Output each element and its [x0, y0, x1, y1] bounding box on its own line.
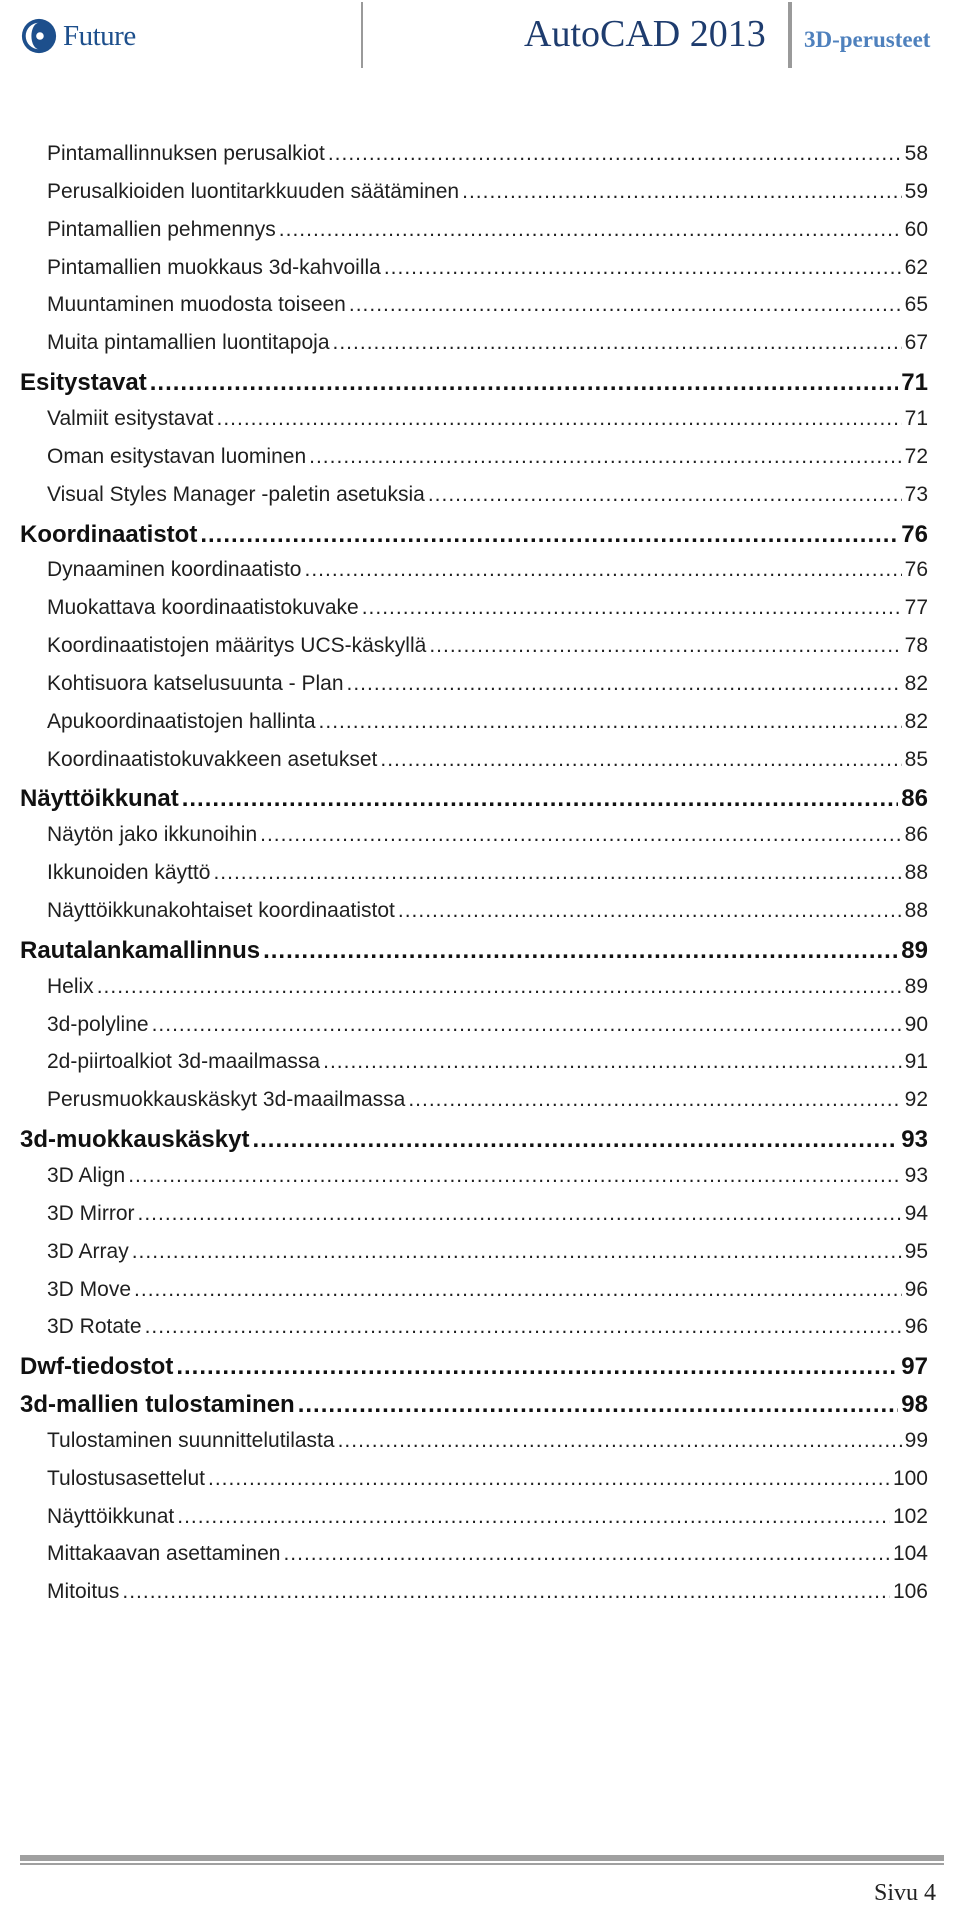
toc-dot-leader — [349, 293, 902, 317]
toc-chapter-entry[interactable] — [20, 521, 928, 549]
toc-entry-title: Koordinaatistojen määritys UCS-käskyllä — [47, 634, 427, 657]
toc-page-number: 90 — [904, 1013, 928, 1036]
toc-entry-title: Pintamallinnuksen perusalkiot — [47, 142, 325, 165]
toc-section-entry[interactable] — [47, 483, 928, 507]
toc-entry-title: 3D Rotate — [47, 1315, 142, 1338]
toc-section-entry[interactable] — [47, 596, 928, 620]
toc-section-entry[interactable] — [47, 445, 928, 469]
toc-entry-title: Visual Styles Manager -paletin asetuksia — [47, 483, 425, 506]
toc-dot-leader — [217, 407, 902, 431]
toc-dot-leader — [252, 1126, 898, 1154]
section-label: 3D-perusteet — [804, 27, 931, 52]
toc-page-number: 96 — [904, 1315, 928, 1338]
toc-section-entry[interactable] — [47, 180, 928, 204]
toc-section-entry[interactable] — [47, 1202, 928, 1226]
toc-entry-title: Ikkunoiden käyttö — [47, 861, 211, 884]
toc-entry-title: Esitystavat — [20, 369, 147, 396]
toc-dot-leader — [408, 1088, 901, 1112]
toc-section-entry[interactable] — [47, 899, 928, 923]
toc-chapter-entry[interactable] — [20, 1391, 928, 1419]
toc-entry-title: Kohtisuora katselusuunta - Plan — [47, 672, 344, 695]
toc-section-entry[interactable] — [47, 1580, 928, 1604]
toc-dot-leader — [260, 823, 902, 847]
toc-chapter-entry[interactable] — [20, 785, 928, 813]
toc-chapter-entry[interactable] — [20, 369, 928, 397]
toc-section-entry[interactable] — [47, 710, 928, 734]
toc-dot-leader — [177, 1505, 890, 1529]
toc-entry-title: 3D Array — [47, 1240, 129, 1263]
header-divider — [361, 2, 363, 68]
toc-page-number: 102 — [892, 1505, 928, 1528]
toc-entry-title: Perusmuokkauskäskyt 3d-maailmassa — [47, 1088, 406, 1111]
toc-dot-leader — [298, 1391, 899, 1419]
toc-page-number: 92 — [904, 1088, 928, 1111]
toc-section-entry[interactable] — [47, 1050, 928, 1074]
toc-section-entry[interactable] — [47, 218, 928, 242]
toc-section-entry[interactable] — [47, 1429, 928, 1453]
toc-dot-leader — [323, 1050, 902, 1074]
toc-entry-title: 3D Move — [47, 1278, 132, 1301]
footer-rule — [20, 1855, 944, 1861]
toc-page-number: 76 — [901, 521, 928, 548]
toc-page-number: 58 — [904, 142, 928, 165]
toc-page-number: 76 — [904, 558, 928, 581]
logo-text: Future — [63, 19, 136, 52]
toc-dot-leader — [134, 1278, 902, 1302]
toc-page-number: 98 — [901, 1391, 928, 1418]
toc-dot-leader — [176, 1353, 898, 1381]
toc-page-number: 93 — [901, 1126, 928, 1153]
toc-entry-title: Muita pintamallien luontitapoja — [47, 331, 330, 354]
toc-page-number: 78 — [904, 634, 928, 657]
toc-page-number: 62 — [904, 256, 928, 279]
toc-page-number: 73 — [904, 483, 928, 506]
toc-entry-title: Perusalkioiden luontitarkkuuden säätäminen — [47, 180, 460, 203]
toc-entry-title: 2d-piirtoalkiot 3d-maailmassa — [47, 1050, 321, 1073]
toc-chapter-entry[interactable] — [20, 1126, 928, 1154]
toc-dot-leader — [319, 710, 902, 734]
toc-page-number: 77 — [904, 596, 928, 619]
toc-entry-title: 3d-polyline — [47, 1013, 149, 1036]
toc-section-entry[interactable] — [47, 1505, 928, 1529]
toc-page-number: 95 — [904, 1240, 928, 1263]
toc-dot-leader — [304, 558, 901, 582]
toc-entry-title: Dwf-tiedostot — [20, 1353, 174, 1380]
toc-dot-leader — [380, 748, 901, 772]
toc-section-entry[interactable] — [47, 1240, 928, 1264]
toc-dot-leader — [347, 672, 902, 696]
toc-dot-leader — [150, 369, 899, 397]
toc-page-number: 86 — [904, 823, 928, 846]
toc-page-number: 72 — [904, 445, 928, 468]
toc-entry-title: 3D Mirror — [47, 1202, 135, 1225]
toc-dot-leader — [398, 899, 902, 923]
toc-page-number: 71 — [904, 407, 928, 430]
toc-entry-title: Näyttöikkunakohtaiset koordinaatistot — [47, 899, 395, 922]
toc-section-entry[interactable] — [47, 1467, 928, 1491]
toc-section-entry[interactable] — [47, 142, 928, 166]
toc-entry-title: Tulostaminen suunnittelutilasta — [47, 1429, 335, 1452]
toc-dot-leader — [428, 483, 902, 507]
toc-dot-leader — [279, 218, 902, 242]
toc-entry-title: 3d-muokkauskäskyt — [20, 1126, 250, 1153]
future-logo — [20, 16, 136, 56]
toc-section-entry[interactable] — [47, 672, 928, 696]
toc-section-entry[interactable] — [47, 293, 928, 317]
toc-dot-leader — [283, 1542, 889, 1566]
toc-section-entry[interactable] — [47, 558, 928, 582]
toc-section-entry[interactable] — [47, 256, 928, 280]
toc-entry-title: Tulostusasettelut — [47, 1467, 205, 1490]
toc-dot-leader — [213, 861, 901, 885]
toc-section-entry[interactable] — [47, 634, 928, 658]
toc-dot-leader — [333, 331, 902, 355]
future-logo-icon — [20, 17, 58, 55]
toc-entry-title: Valmiit esitystavat — [47, 407, 214, 430]
toc-page-number: 100 — [892, 1467, 928, 1490]
page-header — [0, 0, 960, 72]
toc-page-number: 91 — [904, 1050, 928, 1073]
toc-dot-leader — [328, 142, 902, 166]
toc-page-number: 97 — [901, 1353, 928, 1380]
toc-dot-leader — [132, 1240, 902, 1264]
toc-page-number: 89 — [904, 975, 928, 998]
toc-entry-title: Näyttöikkunat — [47, 1505, 175, 1528]
toc-dot-leader — [97, 975, 902, 999]
toc-dot-leader — [384, 256, 902, 280]
toc-page-number: 59 — [904, 180, 928, 203]
toc-entry-title: Näyttöikkunat — [20, 785, 179, 812]
toc-section-entry[interactable] — [47, 407, 928, 431]
toc-entry-title: Näytön jako ikkunoihin — [47, 823, 258, 846]
toc-page-number: 96 — [904, 1278, 928, 1301]
toc-section-entry[interactable] — [47, 861, 928, 885]
toc-page-number: 94 — [904, 1202, 928, 1225]
toc-section-entry[interactable] — [47, 1542, 928, 1566]
toc-page-number: 104 — [892, 1542, 928, 1565]
toc-dot-leader — [362, 596, 902, 620]
toc-page-number: 93 — [904, 1164, 928, 1187]
toc-dot-leader — [128, 1164, 901, 1188]
toc-page-number: 86 — [901, 785, 928, 812]
toc-page-number: 82 — [904, 672, 928, 695]
toc-page-number: 99 — [904, 1429, 928, 1452]
toc-dot-leader — [208, 1467, 890, 1491]
toc-entry-title: Koordinaatistokuvakkeen asetukset — [47, 748, 378, 771]
toc-entry-title: 3D Align — [47, 1164, 126, 1187]
toc-page-number: 71 — [901, 369, 928, 396]
toc-section-entry[interactable] — [47, 1164, 928, 1188]
footer-rule — [20, 1863, 944, 1865]
toc-page-number: 82 — [904, 710, 928, 733]
toc-section-entry[interactable] — [47, 748, 928, 772]
toc-dot-leader — [263, 937, 898, 965]
toc-page-number: 106 — [892, 1580, 928, 1603]
toc-entry-title: Helix — [47, 975, 94, 998]
toc-dot-leader — [429, 634, 901, 658]
toc-page-number: 88 — [904, 861, 928, 884]
toc-entry-title: Oman esitystavan luominen — [47, 445, 307, 468]
toc-section-entry[interactable] — [47, 975, 928, 999]
toc-entry-title: Apukoordinaatistojen hallinta — [47, 710, 316, 733]
toc-entry-title: Dynaaminen koordinaatisto — [47, 558, 302, 581]
toc-entry-title: Muokattava koordinaatistokuvake — [47, 596, 359, 619]
toc-dot-leader — [462, 180, 902, 204]
header-divider — [788, 2, 792, 68]
toc-page-number: 65 — [904, 293, 928, 316]
toc-dot-leader — [309, 445, 902, 469]
toc-dot-leader — [122, 1580, 890, 1604]
toc-page-number: 67 — [904, 331, 928, 354]
toc-dot-leader — [182, 785, 899, 813]
toc-entry-title: Mittakaavan asettaminen — [47, 1542, 281, 1565]
toc-section-entry[interactable] — [47, 331, 928, 355]
toc-chapter-entry[interactable] — [20, 1353, 928, 1381]
toc-dot-leader — [145, 1315, 902, 1339]
toc-page-number: 85 — [904, 748, 928, 771]
toc-page-number: 88 — [904, 899, 928, 922]
toc-chapter-entry[interactable] — [20, 937, 928, 965]
toc-dot-leader — [152, 1013, 902, 1037]
toc-dot-leader — [200, 521, 898, 549]
toc-section-entry[interactable] — [47, 823, 928, 847]
toc-entry-title: Muuntaminen muodosta toiseen — [47, 293, 346, 316]
toc-section-entry[interactable] — [47, 1013, 928, 1037]
toc-section-entry[interactable] — [47, 1315, 928, 1339]
toc-entry-title: Pintamallien pehmennys — [47, 218, 276, 241]
toc-entry-title: Rautalankamallinnus — [20, 937, 261, 964]
toc-section-entry[interactable] — [47, 1278, 928, 1302]
toc-page-number: 89 — [901, 937, 928, 964]
toc-page-number: 60 — [904, 218, 928, 241]
toc-entry-title: Pintamallien muokkaus 3d-kahvoilla — [47, 256, 381, 279]
page-number: Sivu 4 — [873, 1880, 936, 1906]
toc-dot-leader — [138, 1202, 902, 1226]
toc-entry-title: 3d-mallien tulostaminen — [20, 1391, 295, 1418]
toc-entry-title: Koordinaatistot — [20, 521, 198, 548]
toc-section-entry[interactable] — [47, 1088, 928, 1112]
toc-entry-title: Mitoitus — [47, 1580, 120, 1603]
document-title: AutoCAD 2013 — [524, 13, 766, 55]
toc-dot-leader — [338, 1429, 902, 1453]
